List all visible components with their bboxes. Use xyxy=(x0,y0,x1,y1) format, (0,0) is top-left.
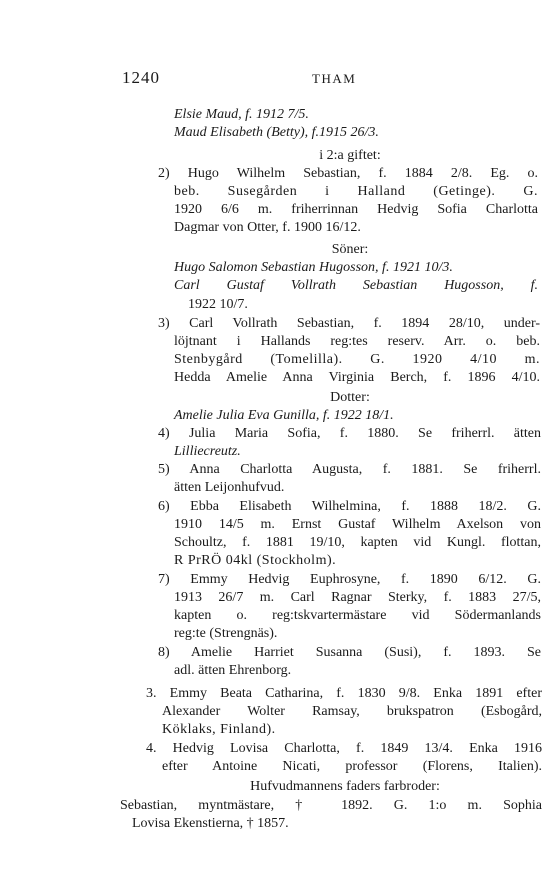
text-line: Lovisa Ekenstierna, † 1857. xyxy=(132,816,289,831)
text-line: 3) Carl Vollrath Sebastian, f. 1894 28/10, under- xyxy=(158,316,540,331)
text-line: Dagmar von Otter, f. 1900 16/12. xyxy=(174,220,361,235)
text-line: 1913 26/7 m. Carl Ragnar Sterky, f. 1883 27/5, xyxy=(174,590,541,605)
text-line: Maud Elisabeth (Betty), f.1915 26/3. xyxy=(174,125,379,140)
text-line: Schoultz, f. 1881 19/10, kapten vid Kungl. flottan, xyxy=(174,535,541,550)
text-line: 4) Julia Maria Sofia, f. 1880. Se friherrl. ätten xyxy=(158,426,541,441)
text-line: beb. Susegården i Halland (Getinge). G. xyxy=(174,184,538,199)
text-line: reg:te (Strengnäs). xyxy=(174,626,278,641)
text-line: Stenbygård (Tomelilla). G. 1920 4/10 m. xyxy=(174,352,540,367)
text-line: 6) Ebba Elisabeth Wilhelmina, f. 1888 18/2. G. xyxy=(158,499,541,514)
text-line: 1920 6/6 m. friherrinnan Hedvig Sofia Charlotta xyxy=(174,202,538,217)
text-line: Dotter: xyxy=(330,390,370,405)
text-line: kapten o. reg:tskvartermästare vid Södermanlands xyxy=(174,608,541,623)
text-line: 1910 14/5 m. Ernst Gustaf Wilhelm Axelson von xyxy=(174,517,541,532)
text-line: Köklaks, Finland). xyxy=(162,722,276,737)
text-line: Hedda Amelie Anna Virginia Berch, f. 1896 4/10. xyxy=(174,370,540,385)
text-line: 2) Hugo Wilhelm Sebastian, f. 1884 2/8. Eg. o. xyxy=(158,166,538,181)
text-line: Lilliecreutz. xyxy=(174,444,241,459)
text-line: Hugo Salomon Sebastian Hugosson, f. 1921 10/3. xyxy=(174,260,453,275)
page-header xyxy=(0,0,560,30)
text-line: 5) Anna Charlotta Augusta, f. 1881. Se friherrl. xyxy=(158,462,541,477)
text-line: R PrRÖ 04kl (Stockholm). xyxy=(174,553,337,568)
text-line: 1922 10/7. xyxy=(188,297,248,312)
text-line: 3. Emmy Beata Catharina, f. 1830 9/8. Enka 1891 efter xyxy=(146,686,542,701)
text-line: Alexander Wolter Ramsay, brukspatron (Esbogård, xyxy=(162,704,542,719)
text-line: 8) Amelie Harriet Susanna (Susi), f. 1893. Se xyxy=(158,645,541,660)
text-line: 7) Emmy Hedvig Euphrosyne, f. 1890 6/12. G. xyxy=(158,572,541,587)
text-line: efter Antoine Nicati, professor (Florens, Italien). xyxy=(162,759,542,774)
text-line: 4. Hedvig Lovisa Charlotta, f. 1849 13/4. Enka 1916 xyxy=(146,741,542,756)
text-line: Amelie Julia Eva Gunilla, f. 1922 18/1. xyxy=(174,408,394,423)
text-line: Sebastian, myntmästare, † 1892. G. 1:o m. Sophia xyxy=(120,798,542,813)
text-line: i 2:a giftet: xyxy=(319,148,381,163)
text-line: Söner: xyxy=(331,242,369,257)
text-line: ätten Leijonhufvud. xyxy=(174,480,285,495)
text-line: löjtnant i Hallands reg:tes reserv. Arr. o. beb. xyxy=(174,334,540,349)
text-line: Carl Gustaf Vollrath Sebastian Hugosson, f. xyxy=(174,278,538,293)
text-line: adl. ätten Ehrenborg. xyxy=(174,663,292,678)
running-head: THAM xyxy=(312,71,357,86)
text-line: Hufvudmannens faders farbroder: xyxy=(250,779,440,794)
text-line: Elsie Maud, f. 1912 7/5. xyxy=(174,107,309,122)
page-number: 1240 xyxy=(122,68,160,87)
